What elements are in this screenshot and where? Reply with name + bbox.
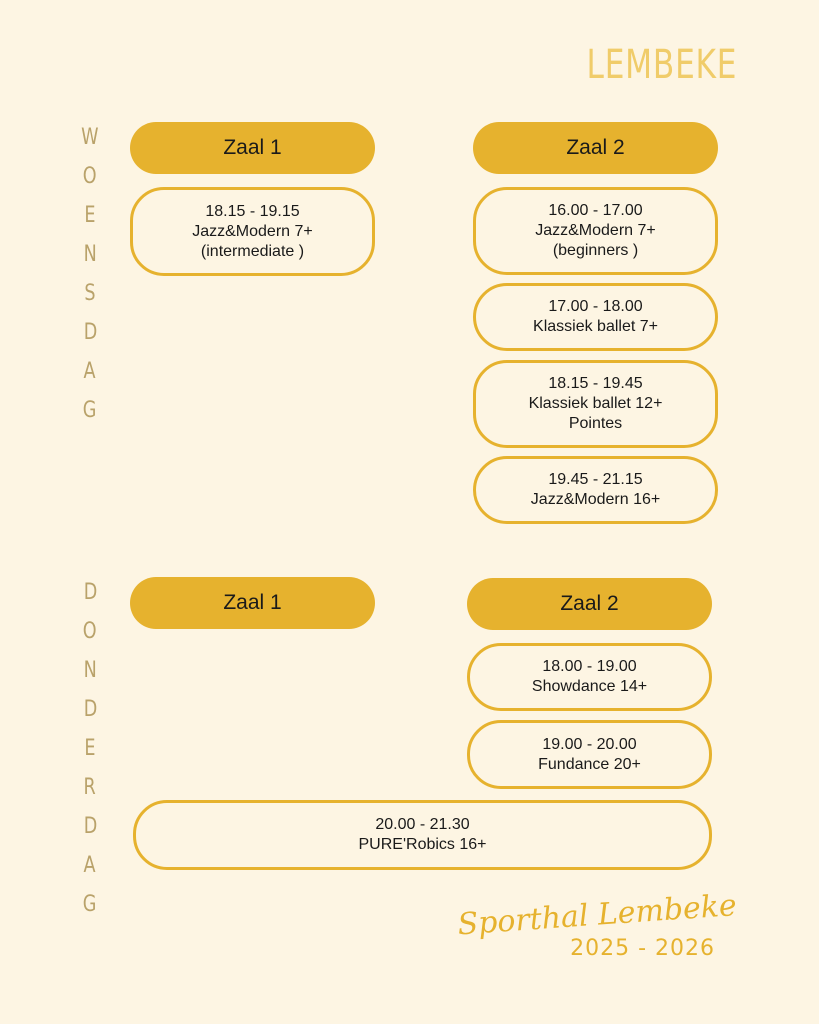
day-letter: N <box>83 658 97 683</box>
class-slot <box>473 456 718 524</box>
class-slot <box>473 283 718 351</box>
class-time: 17.00 - 18.00 <box>548 298 643 315</box>
class-slot <box>467 720 712 789</box>
class-name: Fundance 20+ <box>538 755 641 773</box>
town-title: LEMBEKE <box>586 42 737 88</box>
class-time: 18.15 - 19.45 <box>548 375 643 392</box>
venue-name: Sporthal Lembeke <box>456 888 739 943</box>
day-letter: G <box>83 398 97 423</box>
day-label-thursday <box>78 573 102 924</box>
day-letter: O <box>83 164 97 189</box>
class-name: Showdance 14+ <box>531 678 648 695</box>
class-slot <box>473 187 718 275</box>
day-letter: A <box>83 853 97 878</box>
day-letter: E <box>84 736 96 761</box>
class-time: 19.00 - 20.00 <box>542 735 637 753</box>
thursday-zaal1-header: Zaal 1 <box>130 577 375 629</box>
wednesday-zaal2-header: Zaal 2 <box>473 122 718 174</box>
class-slot <box>467 643 712 711</box>
class-slot <box>473 360 718 448</box>
class-time: 18.15 - 19.15 <box>205 202 300 220</box>
class-name: PURE'Robics 16+ <box>358 836 487 853</box>
class-slot <box>130 187 375 276</box>
day-letter: G <box>83 892 97 917</box>
day-letter: S <box>84 281 96 306</box>
class-time: 18.00 - 19.00 <box>542 658 637 675</box>
day-letter: W <box>81 125 99 150</box>
class-name: Klassiek ballet 7+ <box>533 318 658 335</box>
wednesday-zaal1-header: Zaal 1 <box>130 122 375 174</box>
day-letter: D <box>83 697 97 722</box>
season-label: 2025 - 2026 <box>570 936 715 961</box>
day-letter: D <box>83 814 97 839</box>
class-note: (beginners ) <box>552 242 639 259</box>
class-slot-both-halls <box>133 800 712 870</box>
class-name: Klassiek ballet 12+ <box>528 395 663 412</box>
day-letter: N <box>83 242 97 267</box>
day-letter: R <box>83 775 97 800</box>
thursday-zaal2-header: Zaal 2 <box>467 578 712 630</box>
class-time: 16.00 - 17.00 <box>548 202 643 219</box>
class-time: 20.00 - 21.30 <box>375 816 470 833</box>
class-time: 19.45 - 21.15 <box>548 471 643 488</box>
day-letter: D <box>83 580 97 605</box>
class-name: Jazz&Modern 7+ <box>535 222 656 239</box>
day-letter: E <box>84 203 96 228</box>
class-name: Jazz&Modern 16+ <box>530 491 661 508</box>
day-label-wednesday <box>78 118 102 430</box>
day-letter: A <box>83 359 97 384</box>
class-note: (intermediate ) <box>200 242 305 260</box>
day-letter: O <box>83 619 97 644</box>
class-note: Pointes <box>568 415 623 432</box>
class-name: Jazz&Modern 7+ <box>192 222 313 240</box>
day-letter: D <box>83 320 97 345</box>
